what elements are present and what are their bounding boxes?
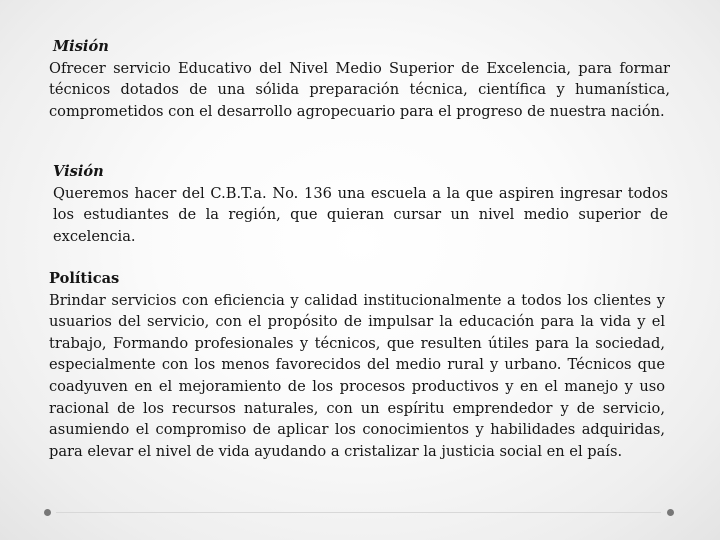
politicas-section [49, 268, 665, 462]
politicas-heading: Políticas [49, 270, 120, 287]
right-dot-ornament [667, 509, 674, 516]
mision-heading: Misión [53, 38, 109, 55]
mision-text: Ofrecer servicio Educativo del Nivel Medio Superior de Excelencia, para formar técnicos dotados de una sólida preparación técnica, científica y humanística, comprometidos con el desarrollo agropecuario para el progreso de nuestra nación. [49, 59, 670, 120]
vision-text: Queremos hacer del C.B.T.a. No. 136 una escuela a la que aspiren ingresar todos los estudiantes de la región, que quieran cursar un nivel medio superior de excelencia. [53, 184, 668, 245]
mision-section [49, 36, 670, 122]
politicas-text: Brindar servicios con eficiencia y calidad institucionalmente a todos los clientes y usuarios del servicio, con el propósito de impulsar la educación para la vida y el trabajo, Formando profesionales y técnicos, que resulten útiles para la sociedad, especialmente con los menos favorecidos del medio rural y urbano. Técnicos que coadyuven en el mejoramiento de los procesos productivos y en el manejo y uso racional de los recursos naturales, con un espíritu emprendedor y de servicio, asumiendo el compromiso de aplicar los conocimientos y habilidades adquiridas, para elevar el nivel de vida ayudando a cristalizar la justicia social en el país. [49, 291, 665, 460]
footer-divider [56, 512, 661, 513]
vision-section [53, 161, 668, 247]
left-dot-ornament [44, 509, 51, 516]
vision-heading: Visión [53, 163, 104, 180]
